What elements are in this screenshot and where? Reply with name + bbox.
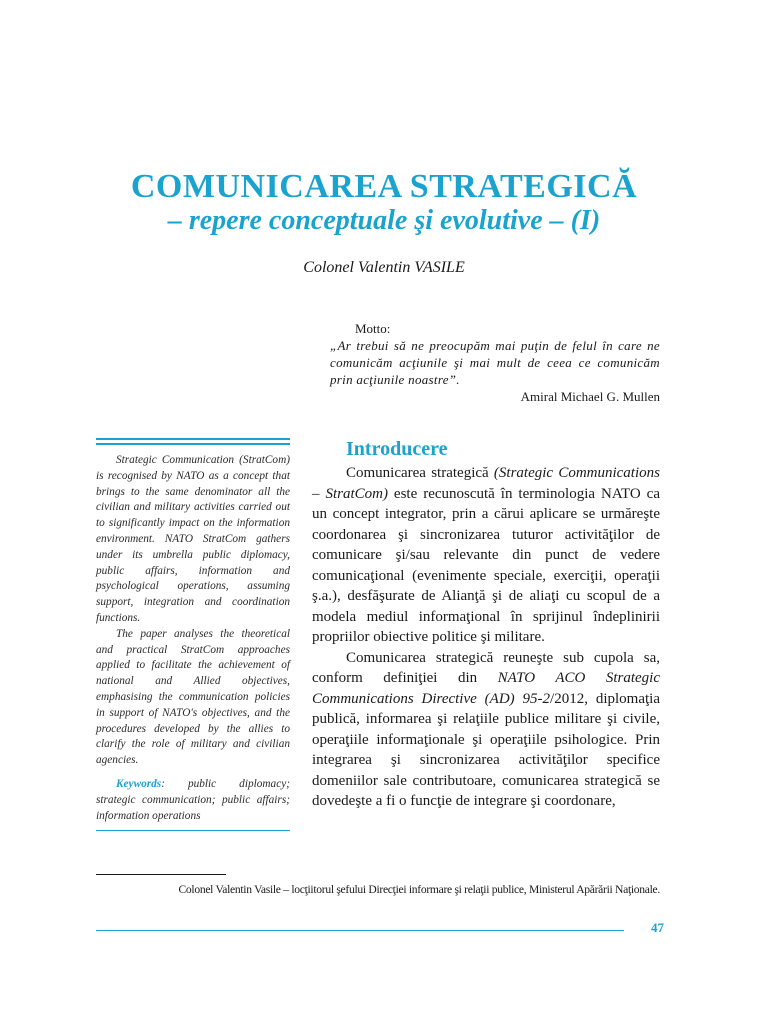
keywords-block [96,777,290,824]
motto-attribution: Amiral Michael G. Mullen [520,389,660,404]
body-paragraph [312,648,660,812]
section-heading: Introducere [346,438,448,460]
paragraph-text: Comunicarea strategică [346,465,494,481]
abstract-top-rule [96,438,290,445]
paragraph-italic: NATO ACO Strategic Communications Directive (AD) 95-2 [312,670,660,707]
footnote: Colonel Valentin Vasile – locţiitorul şefului Direcţiei informare şi relaţii publice, Ministerul Apărării Naţionale. [178,883,660,896]
motto-quote: „Ar trebui să ne preocupăm mai puţin de felul în care ne comunicăm acţiunile şi mai mult de ceea ce comunicăm prin acţiunile noastre”. [330,338,660,387]
keywords-list: : public diplomacy; strategic communication; public affairs; information operations [96,777,290,822]
page-number: 47 [651,920,664,935]
paragraph-text: /2012, diplomaţia publică, informarea şi relaţiile publice militare şi civile, operaţiile informaţionale şi operaţiile psihologice. Prin integrarea şi sincronizarea activităţilor specifice domeniilor sale contributoare, comunicarea strategică se dovedeşte a fi o funcţie de integrare şi coordonare, [312,690,660,809]
abstract-bottom-rule [96,830,290,831]
body-paragraph [312,463,660,648]
article-author: Colonel Valentin VASILE [303,259,465,276]
paragraph-text: este recunoscută în terminologia NATO ca un concept integrator, prin a cărui aplicare se urmăreşte coordonarea şi sincronizarea tuturor activităţilor de comunicare şi/sau relevante din punct de vedere comunicaţional (evenimente speciale, exerciţii, operaţii ş.a.), desfăşurate de Alianţă şi de aliaţi cu scopul de a modela mediul informaţional în sprijinul îndeplinirii propriilor obiective politice şi militare. [312,485,660,645]
motto-label: Motto: [355,321,391,336]
motto-block [330,320,660,405]
abstract-paragraph: The paper analyses the theoretical and practical StratCom approaches applied to facilitate the achievement of national and Allied objectives, emphasising the communication policies in support of NATO's objectives, and the procedures developed by the allies to clarify the role of military and civilian agencies. [96,627,290,767]
paragraph-text: Comunicarea strategică reuneşte sub cupola sa, conform definiţiei din [312,649,660,686]
article-title: COMUNICAREA STRATEGICĂ [130,168,638,205]
article-subtitle: – repere conceptuale şi evolutive – (I) [167,205,601,236]
footer-rule [96,930,624,931]
abstract-paragraph: Strategic Communication (StratCom) is recognised by NATO as a concept that brings to the same denominator all the civilian and military activities carried out to significantly impact on the information environment. NATO StratCom gathers under its umbrella public diplomacy, public affairs, information and psychological operations, assuming support, integration and coordination functions. [96,454,290,624]
keywords-label: Keywords [116,777,162,790]
abstract-sidebar [96,438,290,831]
main-column [312,436,660,812]
paragraph-italic: (Strategic Communications – StratCom) [312,465,660,502]
footnote-separator [96,874,226,875]
abstract-text [96,453,290,824]
